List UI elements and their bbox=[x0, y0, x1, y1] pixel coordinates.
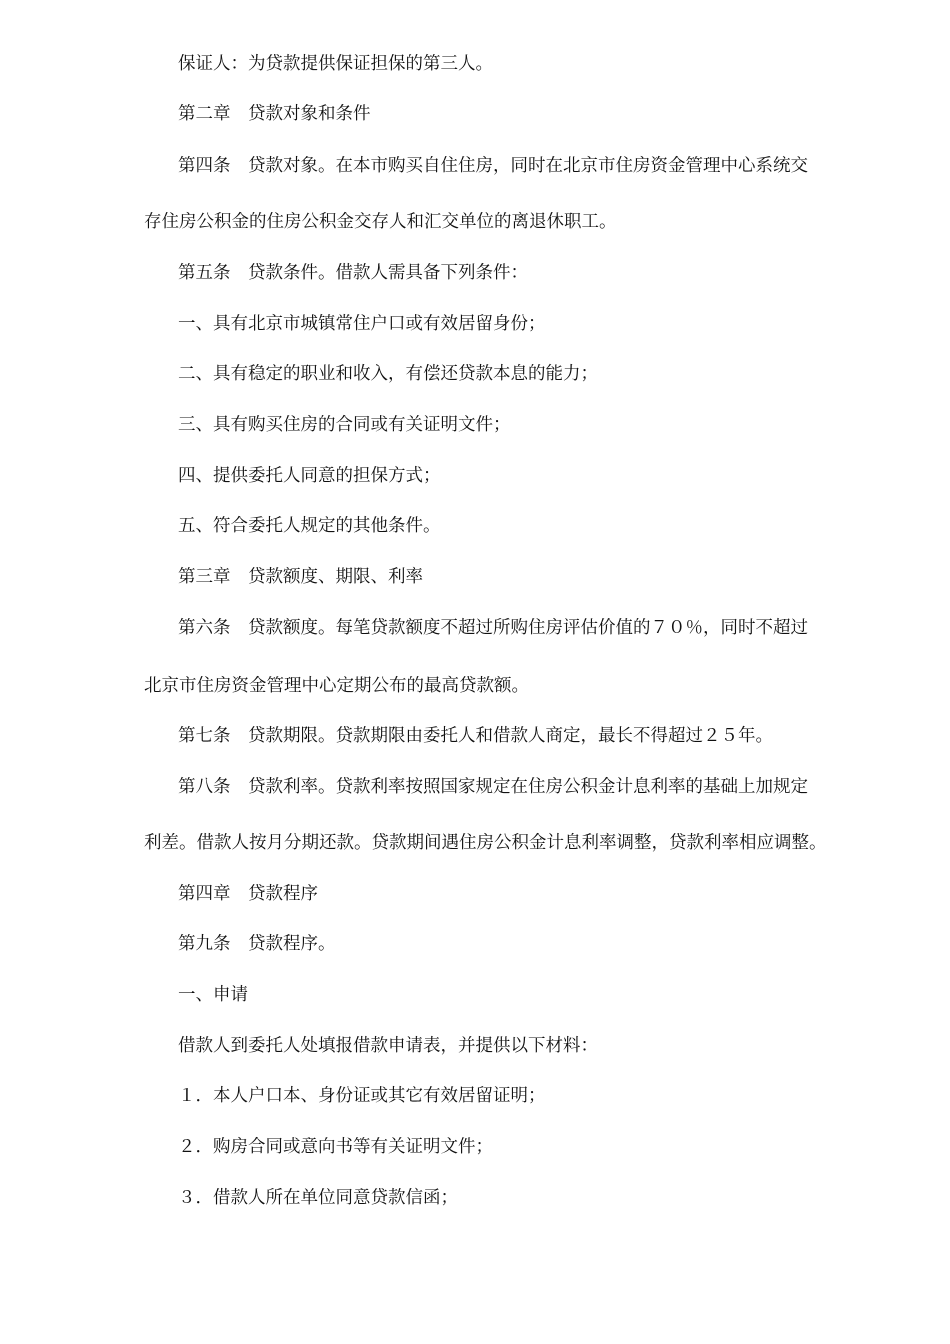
article-9-heading: 第九条 贷款程序。 bbox=[178, 934, 336, 954]
condition-5: 五、符合委托人规定的其他条件。 bbox=[178, 516, 441, 536]
condition-4: 四、提供委托人同意的担保方式； bbox=[178, 466, 441, 486]
material-2: ２．购房合同或意向书等有关证明文件； bbox=[178, 1137, 493, 1157]
article-4-line-2: 存住房公积金的住房公积金交存人和汇交单位的离退休职工。 bbox=[144, 212, 617, 232]
step-1-application: 一、申请 bbox=[178, 985, 248, 1005]
article-6-line-1: 第六条 贷款额度。每笔贷款额度不超过所购住房评估价值的７０％，同时不超过 bbox=[178, 618, 808, 638]
guarantor-definition: 保证人：为贷款提供保证担保的第三人。 bbox=[178, 54, 493, 74]
chapter-4-heading: 第四章 贷款程序 bbox=[178, 884, 318, 904]
condition-3: 三、具有购买住房的合同或有关证明文件； bbox=[178, 415, 511, 435]
article-4-line-1: 第四条 贷款对象。在本市购买自住住房，同时在北京市住房资金管理中心系统交 bbox=[178, 156, 808, 176]
article-7: 第七条 贷款期限。贷款期限由委托人和借款人商定，最长不得超过２５年。 bbox=[178, 726, 773, 746]
chapter-2-heading: 第二章 贷款对象和条件 bbox=[178, 104, 371, 124]
article-6-line-2: 北京市住房资金管理中心定期公布的最高贷款额。 bbox=[144, 676, 529, 696]
article-8-line-2: 利差。借款人按月分期还款。贷款期间遇住房公积金计息利率调整，贷款利率相应调整。 bbox=[144, 833, 827, 853]
material-3: ３．借款人所在单位同意贷款信函； bbox=[178, 1188, 458, 1208]
chapter-3-heading: 第三章 贷款额度、期限、利率 bbox=[178, 567, 423, 587]
article-8-line-1: 第八条 贷款利率。贷款利率按照国家规定在住房公积金计息利率的基础上加规定 bbox=[178, 777, 808, 797]
condition-1: 一、具有北京市城镇常住户口或有效居留身份； bbox=[178, 314, 546, 334]
material-1: １．本人户口本、身份证或其它有效居留证明； bbox=[178, 1086, 546, 1106]
application-instructions: 借款人到委托人处填报借款申请表，并提供以下材料： bbox=[178, 1036, 598, 1056]
article-5-heading: 第五条 贷款条件。借款人需具备下列条件： bbox=[178, 263, 528, 283]
condition-2: 二、具有稳定的职业和收入，有偿还贷款本息的能力； bbox=[178, 364, 598, 384]
